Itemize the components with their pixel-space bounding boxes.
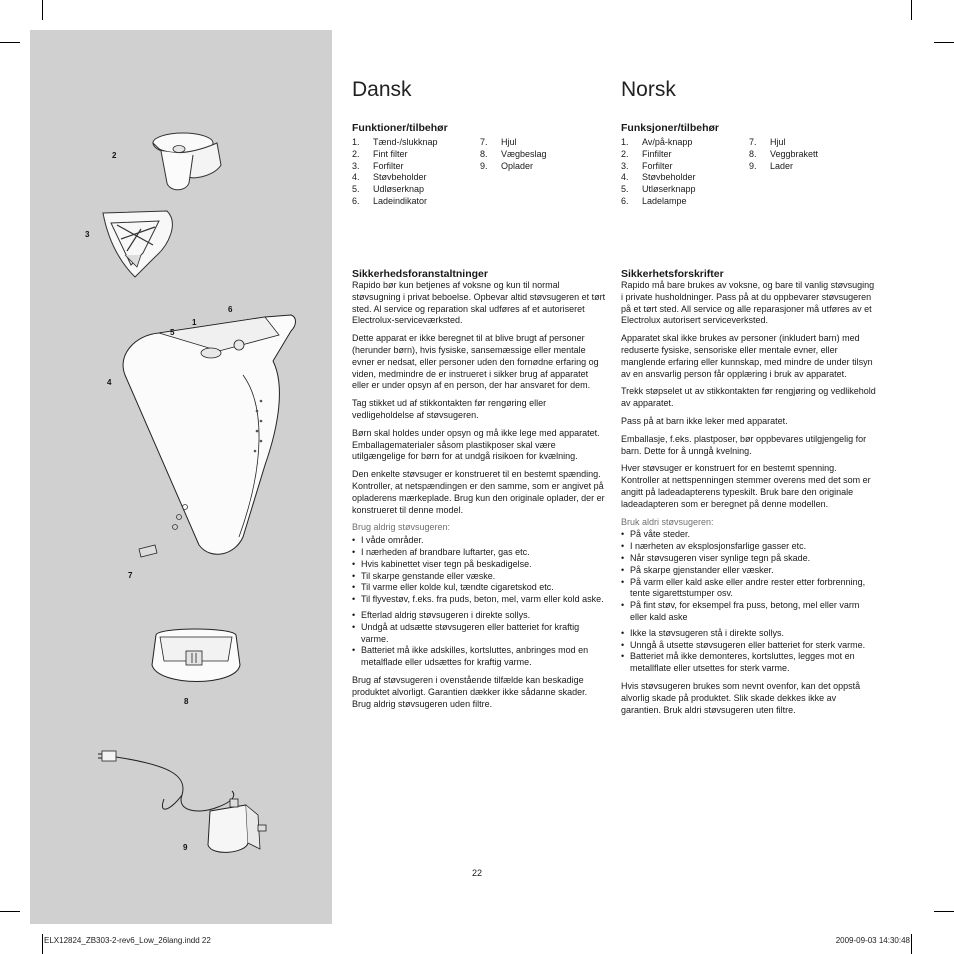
list-item: • Batteriet må ikke adskilles, kortsluttes, anbringes mod en metalflade eller udsættes for kraftig varme. [352,645,607,669]
norsk-title: Norsk [621,78,676,101]
list-item: • Ikke la støvsugeren stå i direkte sollys. [621,628,876,640]
list-item: 8. Vægbeslag [480,148,547,159]
footer-timestamp: 2009-09-03 14:30:48 [835,936,910,945]
paragraph: Hver støvsuger er konstruert for en bestemt spenning. Kontroller at nettspenningen stemmer overens med det som er angitt på ladeadapterens typeskilt. Bruk bare den originale ladeadapteren som er beregnet på denne modellen. [621,463,871,509]
norsk-parts-list [621,137,876,208]
paragraph: Brug af støvsugeren i ovenstående tilfælde kan beskadige produktet alvorligt. Garantien dækker ikke sådanne skader. Brug aldrig støvsugeren uden filtre. [352,674,588,709]
list-item: • Til skarpe genstande eller væske. [352,571,607,583]
list-item: 6. Ladeindikator [352,195,428,206]
footer-file-name: ELX12824_ZB303-2-rev6_Low_26lang.indd 22 [44,936,211,945]
list-item: 3. Forfilter [621,160,673,171]
list-item: 4. Støvbeholder [352,172,427,183]
paragraph: Rapido må bare brukes av voksne, og bare til vanlig støvsuging i private husholdninger. Pass på at du oppbevarer støvsugeren på et tørt sted. All service og alle reparasjoner må utføres av et Electrolux autorisert serviceverksted. [621,280,875,326]
paragraph: Tag stikket ud af stikkontakten før rengøring eller vedligeholdelse af støvsugeren. [352,398,547,420]
wall-bracket-illustration [148,625,244,695]
dansk-bullet-list-2 [352,610,607,669]
norsk-never-use-title: Bruk aldri støvsugeren: [621,516,714,527]
paragraph: Emballasje, f.eks. plastposer, bør oppbevares utilgjengelig for barn. Dette for å unngå kvelning. [621,433,867,456]
list-item: 5. Udløserknap [352,184,425,195]
dansk-never-use-title: Brug aldrig støvsugeren: [352,522,451,533]
pre-filter-illustration [97,205,182,285]
list-item: • På skarpe gjenstander eller væsker. [621,565,876,577]
callout-4: 4 [107,378,112,387]
dansk-column [352,78,607,709]
vacuum-cleaner-illustration [115,305,305,565]
dansk-safety-title: Sikkerhedsforanstaltninger [352,268,488,280]
paragraph: Rapido bør kun betjenes af voksne og kun til normal støvsugning i privat beboelse. Opbevar altid støvsugeren et tørt sted. Al service og reparation skal udføres af et autoriseret Electrolux-serviceværksted. [352,280,606,326]
crop-mark [0,911,20,912]
list-item: 4. Støvbeholder [621,172,696,183]
list-item: 5. Utløserknapp [621,184,696,195]
list-item: 7. Hjul [480,137,517,147]
list-item: • På fint støv, for eksempel fra puss, betong, mel eller varm eller kald aske [621,600,876,624]
list-item: • I nærheden af brandbare luftarter, gas etc. [352,547,607,559]
paragraph: Den enkelte støvsuger er konstrueret til en bestemt spænding. Kontroller, at netspændingen er den samme, som er angivet på opladerens mærkeplade. Brug kun den originale oplader, der er konstrueret til denne model. [352,469,605,515]
norsk-bullet-list [621,529,876,623]
paragraph: Trekk støpselet ut av stikkontakten før rengjøring og vedlikehold av apparatet. [621,386,876,409]
list-item: • Til varme eller kolde kul, tændte cigaretskod etc. [352,582,607,594]
list-item: • Efterlad aldrig støvsugeren i direkte sollys. [352,610,607,622]
crop-mark [42,934,43,954]
list-item: 2. Fint filter [352,148,408,159]
paragraph: Pass på at barn ikke leker med apparatet. [621,415,788,426]
norsk-safety-section [621,268,876,722]
crop-mark [934,42,954,43]
list-item: • I våde områder. [352,535,607,547]
list-item: 3. Forfilter [352,160,404,171]
norsk-bullet-list-2 [621,628,876,675]
dansk-parts-title: Funktioner/tilbehør [352,122,448,134]
dansk-parts-list [352,137,607,208]
list-item: 2. Finfilter [621,148,672,159]
norsk-safety-title: Sikkerhetsforskrifter [621,268,724,280]
crop-mark [934,911,954,912]
list-item: • Når støvsugeren viser synlige tegn på skade. [621,553,876,565]
fine-filter-illustration [145,125,230,195]
list-item: • På varm eller kald aske eller andre rester etter forbrenning, tente sigarettstumper osv. [621,577,876,601]
callout-6: 6 [228,305,233,314]
list-item: • Til flyvestøv, f.eks. fra puds, beton, mel, varm eller kold aske. [352,594,607,606]
crop-mark [0,42,20,43]
crop-mark [42,0,43,20]
list-item: • Batteriet må ikke demonteres, kortsluttes, legges mot en metallflate eller utsettes for sterk varme. [621,651,876,675]
list-item: • Undgå at udsætte støvsugeren eller batteriet for kraftig varme. [352,622,607,646]
norsk-column [621,78,876,715]
crop-mark [911,934,912,954]
callout-8: 8 [184,697,189,706]
list-item: • På våte steder. [621,529,876,541]
callout-7: 7 [128,571,133,580]
list-item: 7. Hjul [749,137,786,147]
list-item: 8. Veggbrakett [749,148,819,159]
dansk-bullet-list [352,535,607,606]
list-item: • I nærheten av eksplosjonsfarlige gasser etc. [621,541,876,553]
list-item: 1. Av/på-knapp [621,137,693,147]
list-item: 9. Lader [749,160,794,171]
crop-mark [911,0,912,20]
callout-1: 1 [192,318,197,327]
list-item: • Hvis kabinettet viser tegn på beskadigelse. [352,559,607,571]
callout-2: 2 [112,151,117,160]
list-item: 1. Tænd-/slukknap [352,137,438,147]
callout-3: 3 [85,230,90,239]
paragraph: Børn skal holdes under opsyn og må ikke lege med apparatet. Emballagematerialer såsom plastikposer skal være utilgængelige for børn for at undgå risikoen for kvælning. [352,427,600,462]
list-item: 9. Oplader [480,160,534,171]
callout-5: 5 [170,328,175,337]
callout-9: 9 [183,843,188,852]
paragraph: Apparatet skal ikke brukes av personer (inkludert barn) med reduserte fysiske, sensoriske eller mentale evner, eller manglende erfaring eller kunnskap, med mindre de under tilsyn av en ansvarlig person får opplæring i bruk av apparatet. [621,333,873,379]
norsk-parts-title: Funksjoner/tilbehør [621,122,720,134]
dansk-title: Dansk [352,78,412,101]
paragraph: Dette apparat er ikke beregnet til at blive brugt af personer (herunder børn), hvis fysiske, sansemæssige eller mentale evner er nedsat, eller personer uden den fornødne erfaring og viden, medmindre de er instrueret i sikker brug af apparatet eller er under opsyn af en person, der har ansvaret for dem. [352,333,599,391]
paragraph: Hvis støvsugeren brukes som nevnt ovenfor, kan det oppstå alvorlig skade på produktet. Slik skade dekkes ikke av garantien. Bruk aldri støvsugeren uten filtre. [621,680,861,715]
list-item: 6. Ladelampe [621,195,687,206]
page-number: 22 [471,868,482,878]
dansk-safety-section [352,268,607,716]
list-item: • Unngå å utsette støvsugeren eller batteriet for sterk varme. [621,640,876,652]
